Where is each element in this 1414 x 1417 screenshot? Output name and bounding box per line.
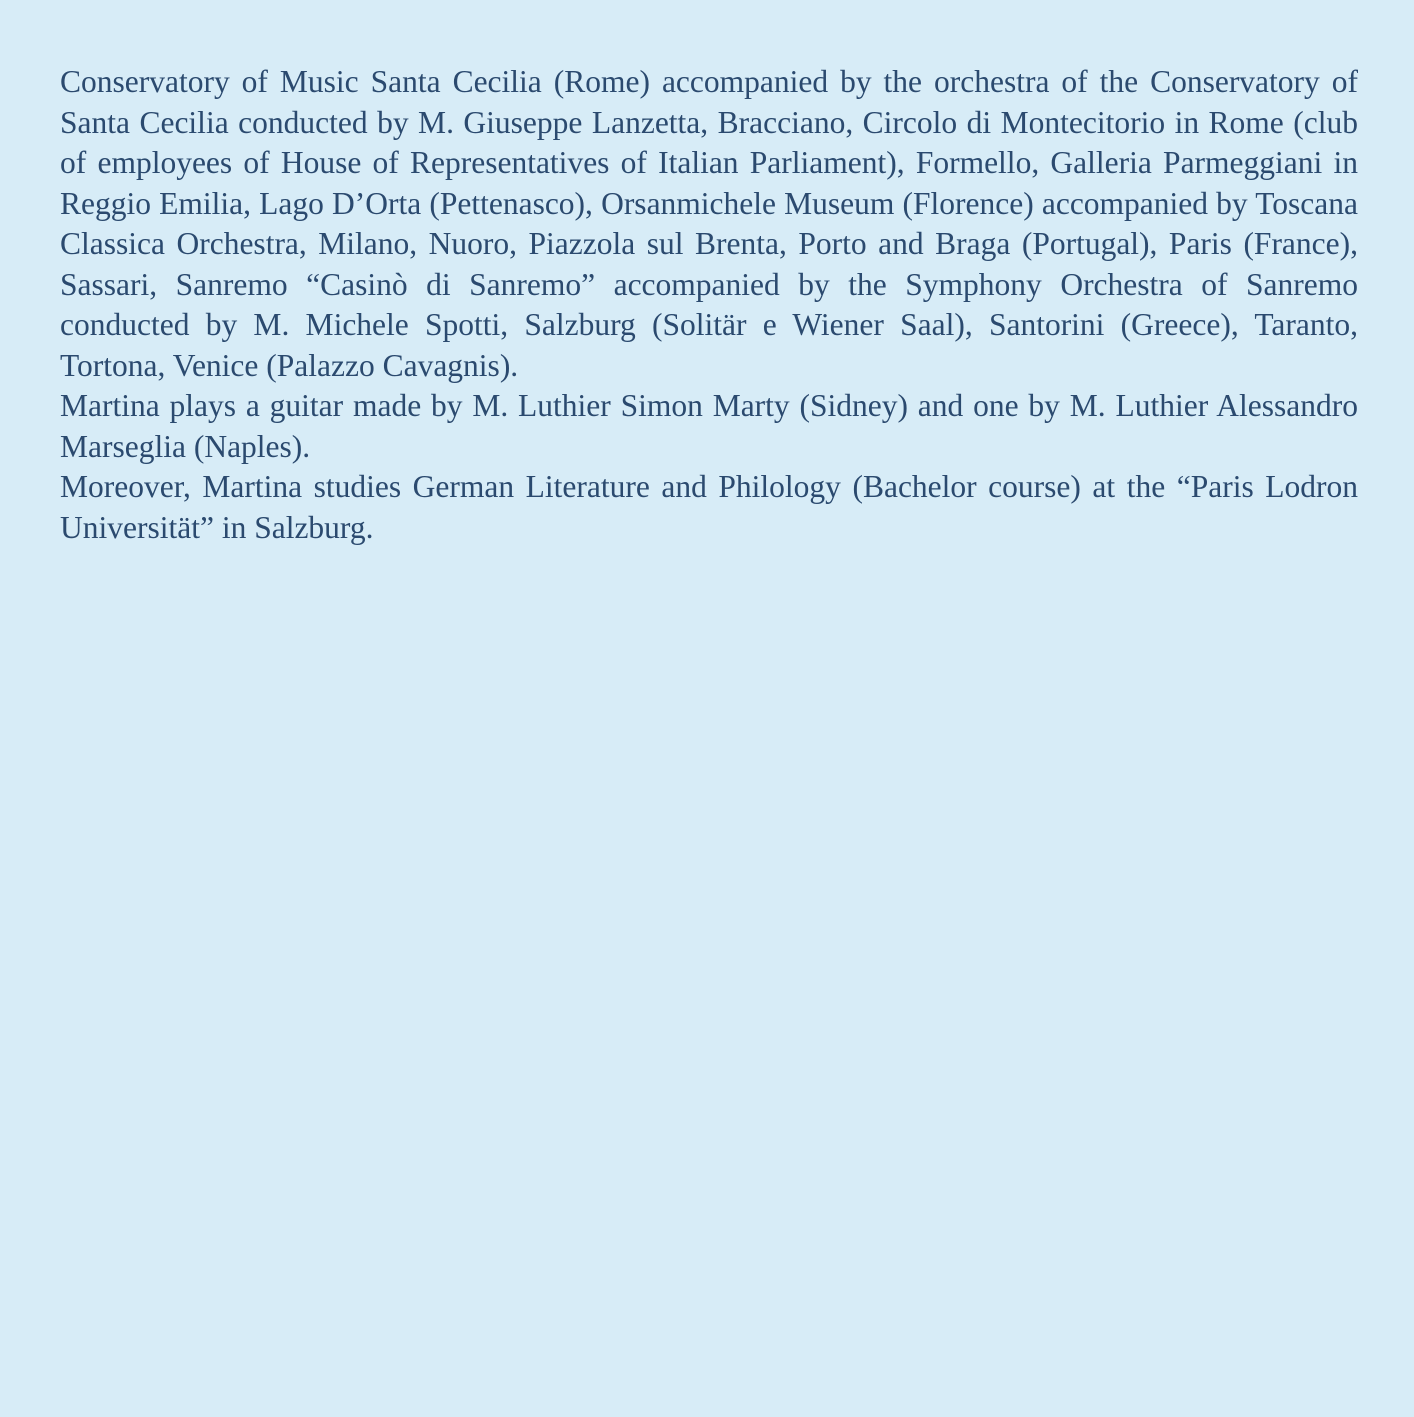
paragraph-guitars: Martina plays a guitar made by M. Luthier Simon Marty (Sidney) and one by M. Luthier Alessandro Marseglia (Naples). (60, 388, 1358, 464)
paragraph-concert-venues: Conservatory of Music Santa Cecilia (Rome) accompanied by the orchestra of the Conservatory of Santa Cecilia conducted by M. Giuseppe Lanzetta, Bracciano, Circolo di Montecitorio in Rome (club of employees of House of Representatives of Italian Parliament), Formello, Galleria Parmeggiani in Reggio Emilia, Lago D’Orta (Pettenasco), Orsanmichele Museum (Florence) accompanied by Toscana Classica Orchestra, Milano, Nuoro, Piazzola sul Brenta, Porto and Braga (Portugal), Paris (France), Sassari, Sanremo “Casinò di Sanremo” accompanied by the Symphony Orchestra of Sanremo conducted by M. Michele Spotti, Salzburg (Solitär e Wiener Saal), Santorini (Greece), Taranto, Tortona, Venice (Palazzo Cavagnis). (60, 64, 1358, 383)
paragraph-studies: Moreover, Martina studies German Literature and Philology (Bachelor course) at the “Paris Lodron Universität” in Salzburg. (60, 469, 1358, 545)
document-body (60, 62, 1358, 548)
